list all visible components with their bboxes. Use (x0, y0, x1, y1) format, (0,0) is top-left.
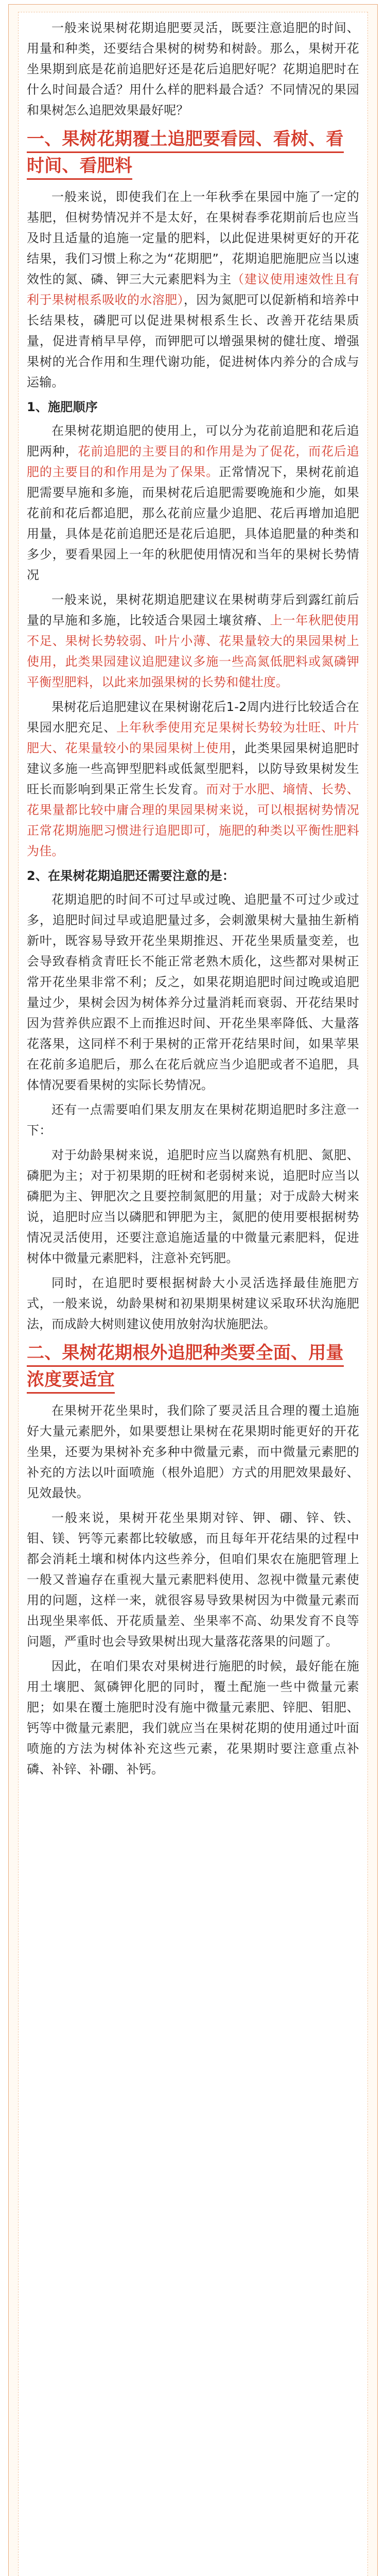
section2-paragraph-1: 在果树开花坐果时，我们除了要灵活且合理的覆土追施好大量元素肥外，如果要想让果树在花果期时能更好的开花坐果，还要为果树补充多种中微量元素，而中微量元素肥的补充的方法以叶面喷施（根外追肥）方式的用肥效果最好、见效最快。 (27, 1403, 359, 1500)
s1p2-text: 在果树花期追肥的使用上，可以分为花前追肥和花后追肥两种， (27, 423, 359, 459)
s1p4-highlight-2: 而对于水肥、墒情、长势、花果量都比较中庸合理的果园果树来说，可以根据树势情况正常花期施肥习惯进行追肥即可，施肥的种类以平衡性肥料为佳。 (27, 782, 359, 858)
section2-paragraph-2: 一般来说，果树开花坐果期对锌、钾、硼、锌、铁、钼、镁、钙等元素都比较敏感，而且每年开花结果的过程中都会消耗土壤和树体内这些养分，但咱们果农在施肥管理上一般又普遍存在重视大量元素肥料使用、忽视中微量元素使用的问题，这样一来，就很容易导致果树因为中微量元素而出现坐果率低、开花质量差、坐果率不高、幼果发育不良等问题，严重时也会导致果树出现大量落花落果的问题了。 (27, 1511, 359, 1649)
article-frame (8, 4, 378, 2576)
intro-paragraph: 一般来说果树花期追肥要灵活，既要注意追肥的时间、用量和种类，还要结合果树的树势和树龄。那么，果树开花坐果期到底是花前追肥好还是花后追肥好呢？花期追肥时在什么时间最合适？用什么样的肥料最合适？不同情况的果园和果树怎么追肥效果最好呢？ (27, 21, 359, 117)
s1p4-highlight: 上年秋季使用充足果树长势较为壮旺、叶片肥大、花果量较小的果园果树上使用 (27, 720, 359, 755)
section1-paragraph-3 (27, 589, 359, 692)
s1p4-text: 果树花后追肥建议在果树谢花后1-2周内进行比较适合在果园水肥充足、 (27, 700, 359, 735)
section2-heading (27, 1340, 359, 1393)
section1-title: 一、果树花期覆土追肥要看园、看树、看时间、看肥料 (27, 129, 344, 180)
s1p1-text: 一般来说，即使我们在上一年秋季在果园中施了一定的基肥，但树势情况并不是太好，在果树春季花期前后也应当及时且适量的追施一定量的肥料，以此促进果树更好的开花结果，我们习惯上称之为“花期肥”，花期追肥施肥应当以速效性的氮、磷、钾三大元素肥料为主 (27, 190, 359, 286)
s1p3-text: 一般来说，果树花期追肥建议在果树萌芽后到露红前后量的早施和多施，比较适合果园土壤贫瘠、 (27, 592, 359, 628)
s1p2-text-post: 正常情况下，果树花前追肥需要早施和多施，而果树花后追肥需要晚施和少施，如果花前和花后都追肥，那么花前应量少追肥、花后再增加追肥用量，具体是花前追肥还是花后追肥，具体追肥量的种类和多少，要看果园上一年的秋肥使用情况和当年的果树长势情况 (27, 465, 359, 582)
section2-title: 二、果树花期根外追肥种类要全面、用量浓度要适宜 (27, 1343, 344, 1394)
section1-paragraph-8: 同时，在追肥时要根据树龄大小灵活选择最佳施肥方式，一般来说，幼龄果树和初果期果树建议采取环状沟施肥法，而成龄大树则建议使用放射沟状施肥法。 (27, 1276, 359, 1331)
section1-paragraph-5: 花期追肥的时间不可过早或过晚、追肥量不可过少或过多，追肥时间过早或追肥量过多，会刺激果树大量抽生新梢新叶，既容易导致开花坐果期推迟、开花坐果质量变差，也会导致春梢贪青旺长不能正常老熟木质化，这些都对果树正常开花坐果非常不利；反之，如果花期追肥时间过晚或追肥量过少，果树会因为树体养分过量消耗而衰弱、开花结果时因为营养供应跟不上而推迟时间、开花坐果率降低、大量落花落果，这同样不利于果树的正常开花结果时间，如果苹果在花前多追肥后，那么在花后就应当少追肥或者不追肥，具体情况要看果树的实际长势情况。 (27, 892, 359, 1092)
section1-paragraph-7: 对于幼龄果树来说，追肥时应当以腐熟有机肥、氮肥、磷肥为主；对于初果期的旺树和老弱树来说，追肥时应当以磷肥为主、钾肥次之且要控制氮肥的用量；对于成龄大树来说，追肥时应当以磷肥和钾肥为主，氮肥的使用要根据树势情况灵活使用，还要注意追施适量的中微量元素肥料，促进树体中微量元素肥料，注意补充钙肥。 (27, 1148, 359, 1265)
s1p3-highlight: 上一年秋肥使用不足、果树长势较弱、叶片小薄、花果量较大的果园果树上使用，此类果园建议追肥建议多施一些高氮低肥料或氮磷钾平衡型肥料，以此来加强果树的长势和健壮度。 (27, 613, 359, 689)
section1-heading (27, 126, 359, 179)
s1p4-text-mid: ，此类果园果树追肥时建议多施一些高钾型肥料或低氮型肥料，以防导致果树发生旺长而影响到果正常生长发育。 (27, 741, 359, 796)
section1-subhead-2: 2、在果树花期追肥还需要注意的是： (27, 869, 235, 883)
article-inner (18, 12, 368, 2576)
s1p1-text-post: ，因为氮肥可以促新梢和培养中长结果枝，磷肥可以促进果树根系生长、改善开花结果质量，促进青梢早早停，而钾肥可以增强果树的健壮度、增强果树的光合作用和生理代谢功能，促进树体内养分的合成与运输。 (27, 293, 359, 389)
section1-paragraph-4 (27, 697, 359, 861)
s1p1-highlight: （建议使用速效性且有利于果树根系吸收的水溶肥） (27, 272, 359, 307)
section1-paragraph-6: 还有一点需要咱们果友朋友在果树花期追肥时多注意一下： (27, 1103, 359, 1138)
article-content (27, 18, 359, 1784)
section1-paragraph-1 (27, 187, 359, 393)
section2-paragraph-3: 因此，在咱们果农对果树进行施肥的时候，最好能在施用土壤肥、氮磷钾化肥的同时，覆土配施一些中微量元素肥；如果在覆土施肥时没有施中微量元素肥、锌肥、钼肥、钙等中微量元素肥，我们就应当在果树花期的使用通过叶面喷施的方法为树体补充这些元素，花果期时要注意重点补磷、补锌、补硼、补钙。 (27, 1659, 359, 1776)
s1p2-highlight: 花前追肥的主要目的和作用是为了促花，而花后追肥的主要目的和作用是为了保果。 (27, 444, 359, 479)
section1-paragraph-2 (27, 420, 359, 585)
section1-subhead-1: 1、施肥顺序 (27, 400, 98, 414)
